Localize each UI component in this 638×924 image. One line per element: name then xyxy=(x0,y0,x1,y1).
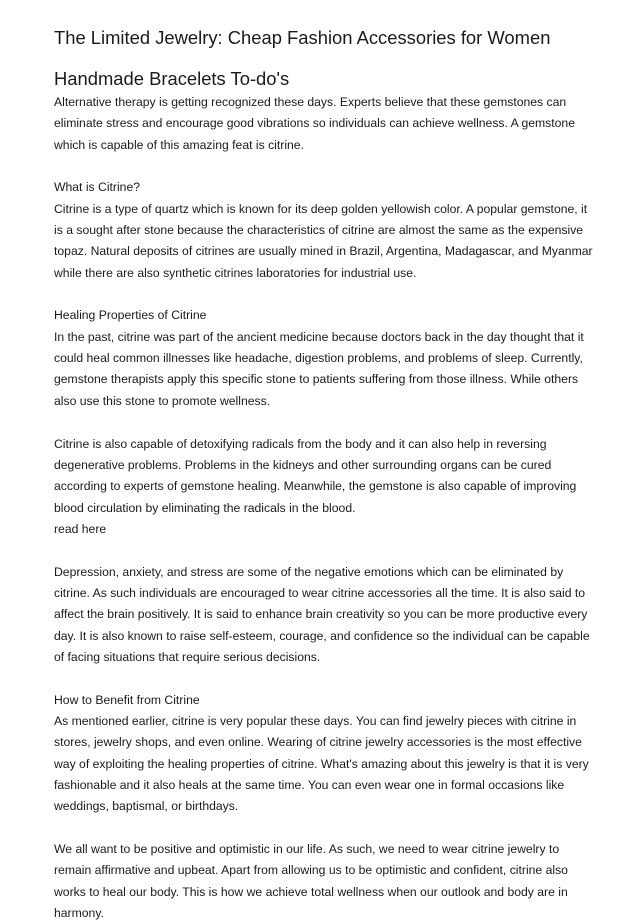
paragraph-spacer xyxy=(54,284,594,305)
emotions-paragraph: Depression, anxiety, and stress are some of the negative emotions which can be eliminated by citrine. As such individuals are encouraged to wear citrine accessories all the time. It is also said to affect the brain positively. It is said to enhance brain creativity so you can be more productive every day. It is also known to raise self-esteem, courage, and confidence so the individual can be capable of facing situations that require serious decisions. xyxy=(54,564,590,664)
what-is-citrine-paragraph: Citrine is a type of quartz which is known for its deep golden yellowish color. A popular gemstone, it is a sought after stone because the characteristics of citrine are almost the same as the expensive topaz. Natural deposits of citrines are usually mined in Brazil, Argentina, Madagascar, and Myanmar while there are also synthetic citrines laboratories for industrial use. xyxy=(54,201,593,280)
document-page xyxy=(54,26,594,924)
section-heading-how-to-benefit: How to Benefit from Citrine xyxy=(54,692,200,707)
document-subtitle: Handmade Bracelets To-do's xyxy=(54,68,290,89)
section-heading-healing-properties: Healing Properties of Citrine xyxy=(54,308,207,323)
paragraph-spacer xyxy=(54,818,594,839)
read-here-link[interactable]: read here xyxy=(54,521,107,536)
intro-paragraph: Alternative therapy is getting recognized these days. Experts believe that these gemstones can eliminate stress and encourage good vibrations so individuals can achieve wellness. A gemstone which is capable of this amazing feat is citrine. xyxy=(54,95,575,152)
paragraph-spacer xyxy=(54,540,594,561)
healing-properties-paragraph: In the past, citrine was part of the ancient medicine because doctors back in the day thought that it could heal common illnesses like headache, digestion problems, and problems of sleep. Currently, gemstone therapists apply this specific stone to patients suffering from those illness. While others also use this stone to promote wellness. xyxy=(54,329,584,408)
read-here-line xyxy=(54,519,594,540)
section-heading-what-is-citrine: What is Citrine? xyxy=(54,180,141,195)
optimism-paragraph: We all want to be positive and optimistic in our life. As such, we need to wear citrine jewelry to remain affirmative and upbeat. Apart from allowing us to be optimistic and confident, citrine also works to heal our body. This is how we achieve total wellness when our outlook and body are in harmony. xyxy=(54,842,568,921)
how-to-benefit-paragraph: As mentioned earlier, citrine is very popular these days. You can find jewelry pieces with citrine in stores, jewelry shops, and even online. Wearing of citrine jewelry accessories is the most effective way of exploiting the healing properties of citrine. What's amazing about this jewelry is that it is very fashionable and it also heals at the same time. You can even wear one in formal occasions like weddings, baptismal, or birthdays. xyxy=(54,713,589,814)
paragraph-spacer xyxy=(54,412,594,433)
document-body xyxy=(54,92,594,924)
paragraph-spacer xyxy=(54,668,594,689)
document-title: The Limited Jewelry: Cheap Fashion Accessories for Women xyxy=(54,27,551,48)
detoxifying-paragraph: Citrine is also capable of detoxifying radicals from the body and it can also help in reversing degenerative problems. Problems in the kidneys and other surrounding organs can be cured according to experts of gemstone healing. Meanwhile, the gemstone is also capable of improving blood circulation by eliminating the radicals in the blood. xyxy=(54,436,577,515)
paragraph-spacer xyxy=(54,156,594,177)
